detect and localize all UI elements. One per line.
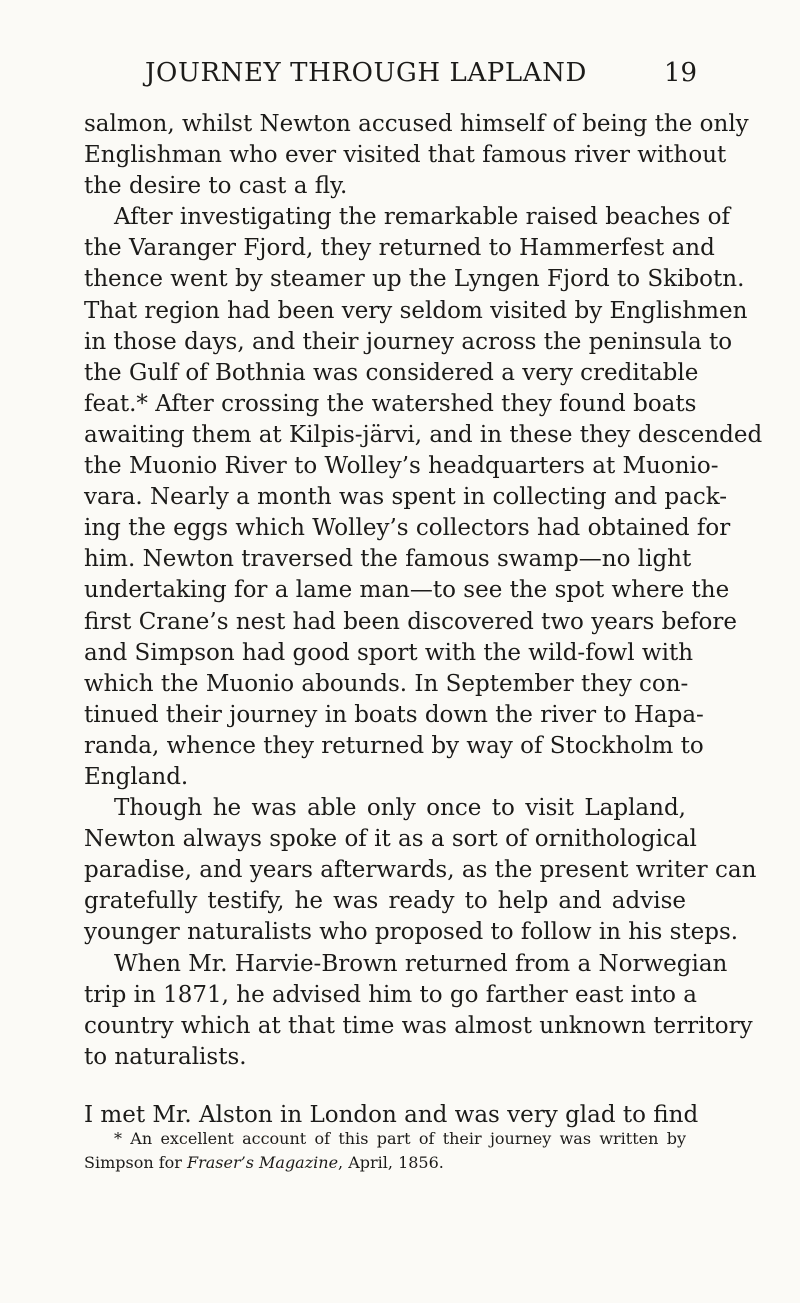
text-line: which the Muonio abounds. In September they con- bbox=[84, 670, 689, 697]
text-line: him. Newton traversed the famous swamp—no light bbox=[84, 546, 692, 573]
text-line: awaiting them at Kilpis-järvi, and in these they descended bbox=[84, 421, 763, 448]
footnote-text: , April, 1856. bbox=[338, 1153, 444, 1172]
text-line: trip in 1871, he advised him to go farther east into a bbox=[84, 981, 697, 1008]
paragraph-start-line: I met Mr. Alston in London and was very glad to find bbox=[84, 1101, 699, 1128]
text-line: first Crane’s nest had been discovered two years before bbox=[84, 608, 737, 635]
text-line: country which at that time was almost unknown territory bbox=[84, 1012, 753, 1039]
text-line: When Mr. Harvie-Brown returned from a Norwegian bbox=[114, 950, 728, 977]
text-line: in those days, and their journey across the peninsula to bbox=[84, 328, 733, 355]
footnote bbox=[84, 1127, 686, 1175]
text-line: to naturalists. bbox=[84, 1043, 247, 1070]
paragraph bbox=[84, 109, 749, 202]
paragraph bbox=[84, 949, 753, 1073]
page-header bbox=[0, 58, 800, 94]
text-line: England. bbox=[84, 763, 189, 790]
text-line: the desire to cast a fly. bbox=[84, 173, 348, 200]
footnote-text: Simpson for bbox=[84, 1153, 188, 1172]
text-line: After investigating the remarkable raised beaches of bbox=[114, 204, 731, 231]
text-line: undertaking for a lame man—to see the spot where the bbox=[84, 577, 730, 604]
text-line: ing the eggs which Wolley’s collectors had obtained for bbox=[84, 515, 731, 542]
paragraph bbox=[84, 202, 763, 793]
footnote-line: * An excellent account of this part of their journey was written by bbox=[114, 1129, 686, 1148]
body-text bbox=[84, 109, 763, 1131]
text-line: tinued their journey in boats down the river to Hapa- bbox=[84, 701, 704, 728]
paragraph bbox=[84, 793, 757, 948]
text-line: randa, whence they returned by way of Stockholm to bbox=[84, 732, 704, 759]
text-line: vara. Nearly a month was spent in collecting and pack- bbox=[84, 484, 728, 511]
footnote-magazine-title: Fraser’s Magazine bbox=[187, 1153, 339, 1172]
running-head: JOURNEY THROUGH LAPLAND bbox=[145, 58, 587, 88]
text-line: the Muonio River to Wolley’s headquarters at Muonio- bbox=[84, 453, 719, 480]
text-line: paradise, and years afterwards, as the present writer can bbox=[84, 857, 757, 884]
footnote-line bbox=[84, 1151, 686, 1175]
text-line: That region had been very seldom visited by Englishmen bbox=[84, 297, 748, 324]
text-line: younger naturalists who proposed to follow in his steps. bbox=[84, 919, 739, 946]
text-line: the Gulf of Bothnia was considered a very creditable bbox=[84, 359, 699, 386]
page-number: 19 bbox=[664, 58, 698, 88]
text-line: Englishman who ever visited that famous river without bbox=[84, 142, 727, 169]
text-line: salmon, whilst Newton accused himself of being the only bbox=[84, 111, 749, 137]
text-line: Though he was able only once to visit Lapland, bbox=[114, 795, 686, 822]
text-line: the Varanger Fjord, they returned to Hammerfest and bbox=[84, 235, 715, 262]
text-line: Newton always spoke of it as a sort of ornithological bbox=[84, 826, 697, 853]
text-line: gratefully testify, he was ready to help and advise bbox=[84, 888, 686, 915]
text-line: thence went by steamer up the Lyngen Fjord to Skibotn. bbox=[84, 266, 745, 293]
text-line: feat.* After crossing the watershed they found boats bbox=[84, 390, 697, 417]
text-line: and Simpson had good sport with the wild-fowl with bbox=[84, 639, 694, 666]
